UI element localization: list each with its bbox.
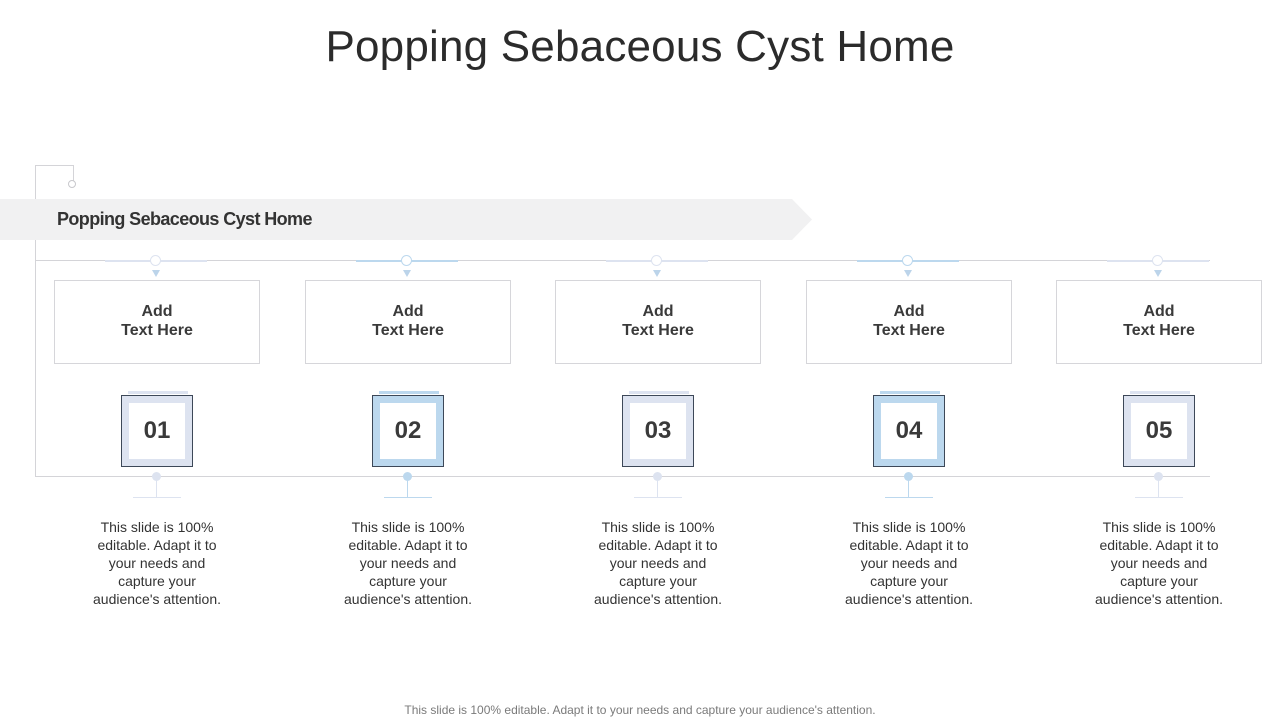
down-arrow-icon — [904, 270, 912, 277]
step-heading-line1: Add — [1143, 303, 1175, 320]
step-heading — [55, 302, 259, 340]
bottom-foot — [634, 497, 682, 498]
step-heading-line1: Add — [642, 303, 674, 320]
description-line: audience's attention. — [845, 591, 973, 607]
description-line: capture your — [118, 573, 196, 589]
step-heading — [807, 302, 1011, 340]
hook-dot — [68, 180, 76, 188]
step-2 — [305, 250, 511, 610]
description-line: capture your — [870, 573, 948, 589]
description-line: editable. Adapt it to — [348, 537, 468, 553]
step-1 — [54, 250, 260, 610]
step-heading-line1: Add — [893, 303, 925, 320]
step-number-box — [372, 395, 444, 467]
banner-label: Popping Sebaceous Cyst Home — [57, 209, 312, 229]
description-line: editable. Adapt it to — [598, 537, 718, 553]
step-heading-line1: Add — [141, 303, 173, 320]
bottom-stem — [407, 480, 408, 497]
description-line: your needs and — [609, 555, 707, 571]
bottom-foot — [133, 497, 181, 498]
step-4 — [806, 250, 1012, 610]
card-underline — [1130, 391, 1190, 394]
description-line: editable. Adapt it to — [849, 537, 969, 553]
bottom-stem — [1158, 480, 1159, 497]
card-underline — [379, 391, 439, 394]
card-underline — [629, 391, 689, 394]
step-heading-line2: Text Here — [1123, 322, 1195, 339]
step-card — [305, 280, 511, 364]
bottom-stem — [908, 480, 909, 497]
step-number: 04 — [881, 403, 937, 459]
description-line: audience's attention. — [344, 591, 472, 607]
step-description — [555, 518, 761, 608]
step-heading-line1: Add — [392, 303, 424, 320]
description-line: capture your — [1120, 573, 1198, 589]
step-heading-line2: Text Here — [622, 322, 694, 339]
hook-top-line — [35, 165, 74, 166]
footer-note: This slide is 100% editable. Adapt it to your needs and capture your audience's attention. — [404, 703, 876, 717]
step-number: 02 — [380, 403, 436, 459]
step-card — [806, 280, 1012, 364]
step-number-box — [873, 395, 945, 467]
description-line: audience's attention. — [594, 591, 722, 607]
description-line: editable. Adapt it to — [1099, 537, 1219, 553]
bottom-foot — [1135, 497, 1183, 498]
step-heading-line2: Text Here — [873, 322, 945, 339]
step-description — [1056, 518, 1262, 608]
down-arrow-icon — [653, 270, 661, 277]
step-description — [806, 518, 1012, 608]
step-heading — [556, 302, 760, 340]
step-3 — [555, 250, 761, 610]
step-heading — [1057, 302, 1261, 340]
hook-drop-line — [73, 165, 74, 181]
description-line: audience's attention. — [93, 591, 221, 607]
step-number: 01 — [129, 403, 185, 459]
top-node-dot — [150, 255, 161, 266]
step-card — [555, 280, 761, 364]
description-line: editable. Adapt it to — [97, 537, 217, 553]
step-heading — [306, 302, 510, 340]
step-5 — [1056, 250, 1262, 610]
card-underline — [128, 391, 188, 394]
step-description — [305, 518, 511, 608]
description-line: This slide is 100% — [351, 519, 465, 535]
description-line: your needs and — [1110, 555, 1208, 571]
down-arrow-icon — [1154, 270, 1162, 277]
description-line: your needs and — [108, 555, 206, 571]
down-arrow-icon — [403, 270, 411, 277]
down-arrow-icon — [152, 270, 160, 277]
step-number: 03 — [630, 403, 686, 459]
top-node-dot — [401, 255, 412, 266]
bottom-stem — [156, 480, 157, 497]
bottom-foot — [885, 497, 933, 498]
description-line: capture your — [619, 573, 697, 589]
step-card — [54, 280, 260, 364]
top-node-dot — [902, 255, 913, 266]
step-card — [1056, 280, 1262, 364]
description-line: This slide is 100% — [100, 519, 214, 535]
step-description — [54, 518, 260, 608]
description-line: capture your — [369, 573, 447, 589]
bottom-foot — [384, 497, 432, 498]
description-line: audience's attention. — [1095, 591, 1223, 607]
step-number-box — [121, 395, 193, 467]
description-line: This slide is 100% — [601, 519, 715, 535]
description-line: your needs and — [359, 555, 457, 571]
top-node-dot — [1152, 255, 1163, 266]
step-heading-line2: Text Here — [372, 322, 444, 339]
page-title: Popping Sebaceous Cyst Home — [325, 22, 955, 71]
banner-arrow — [0, 199, 812, 240]
card-underline — [880, 391, 940, 394]
bottom-stem — [657, 480, 658, 497]
description-line: This slide is 100% — [852, 519, 966, 535]
description-line: your needs and — [860, 555, 958, 571]
step-number-box — [622, 395, 694, 467]
step-number: 05 — [1131, 403, 1187, 459]
step-number-box — [1123, 395, 1195, 467]
top-node-dot — [651, 255, 662, 266]
description-line: This slide is 100% — [1102, 519, 1216, 535]
step-heading-line2: Text Here — [121, 322, 193, 339]
